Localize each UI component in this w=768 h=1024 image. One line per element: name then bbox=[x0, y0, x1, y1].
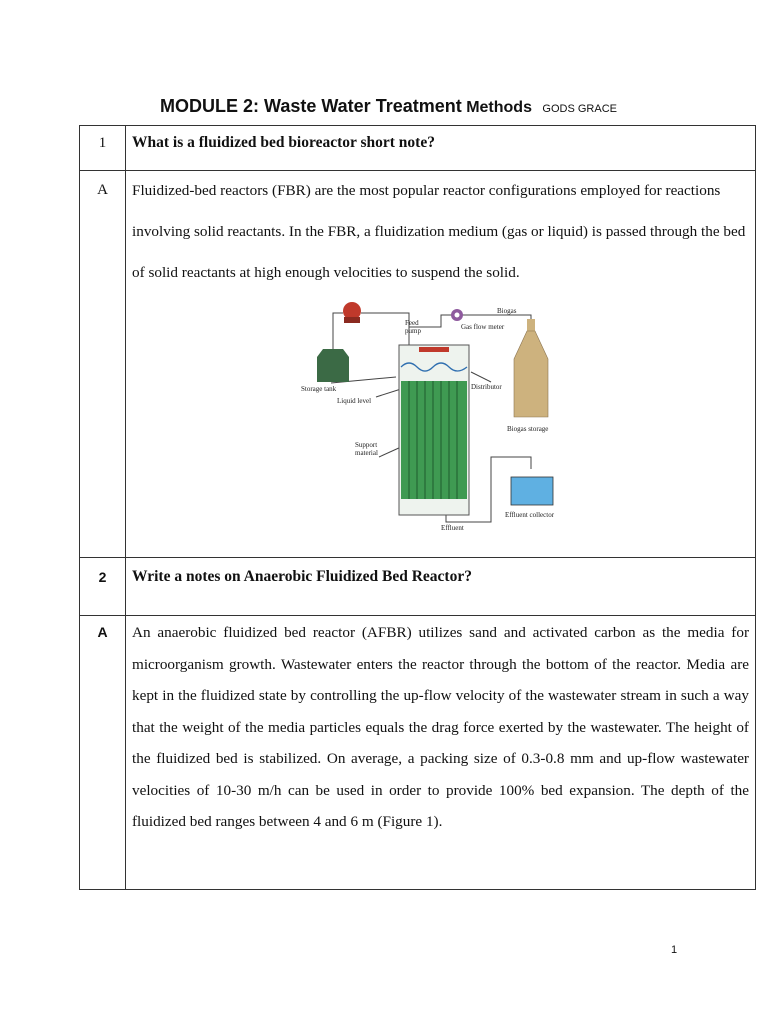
leader-liquid-level bbox=[376, 389, 401, 397]
storage-tank bbox=[317, 349, 349, 382]
question-row-1 bbox=[80, 126, 756, 171]
label-biogas-storage: Biogas storage bbox=[507, 425, 549, 433]
pipe-pump-to-reactor bbox=[361, 313, 409, 343]
fluidized-bed-reactor-diagram bbox=[301, 297, 581, 547]
question-text-1: What is a fluidized bed bioreactor short note? bbox=[132, 134, 435, 151]
qa-table bbox=[79, 125, 756, 890]
effluent-collector bbox=[511, 477, 553, 505]
answer-label-2: A bbox=[80, 616, 126, 890]
question-number-1: 1 bbox=[80, 126, 126, 171]
question-number-2: 2 bbox=[80, 558, 126, 616]
answer-row-1 bbox=[80, 171, 756, 558]
question-cell-1 bbox=[126, 126, 756, 171]
methods-word: Methods bbox=[466, 99, 532, 116]
answer-label-1: A bbox=[80, 171, 126, 558]
author-name: GODS GRACE bbox=[542, 103, 617, 115]
question-row-2 bbox=[80, 558, 756, 616]
question-cell-2 bbox=[126, 558, 756, 616]
reactor-column bbox=[399, 345, 469, 515]
label-storage-tank: Storage tank bbox=[301, 385, 337, 393]
label-liquid-level: Liquid level bbox=[337, 397, 372, 405]
label-feed-pump-2: pump bbox=[405, 327, 421, 335]
answer-cell-1 bbox=[126, 171, 756, 558]
label-distributor: Distributor bbox=[471, 383, 502, 391]
leader-distributor bbox=[471, 372, 491, 382]
page-title bbox=[160, 96, 617, 117]
feed-pump bbox=[343, 302, 361, 323]
page-number: 1 bbox=[671, 944, 678, 956]
label-biogas: Biogas bbox=[497, 307, 517, 315]
module-title: MODULE 2: Waste Water Treatment bbox=[160, 96, 462, 116]
leader-support-material bbox=[379, 447, 401, 457]
label-gas-flow-meter: Gas flow meter bbox=[461, 323, 505, 331]
label-support-material-2: material bbox=[355, 449, 378, 457]
answer-cell-2 bbox=[126, 616, 756, 890]
answer-text-2: An anaerobic fluidized bed reactor (AFBR) utilizes sand and activated carbon as the media for microorganism growth. Wastewater enters the reactor through the bottom of the reactor. Media are kept in the fluidized state by controlling the up-flow velocity of the wastewater stream in such a way that the weight of the media particles equals the drag force exerted by the wastewater. The height of the fluidized bed is stabilized. On average, a packing size of 0.3-0.8 mm and up-flow wastewater velocities of 10-30 m/h can be used in order to provide 100% bed expansion. The depth of the fluidized bed ranges between 4 and 6 m (Figure 1). bbox=[132, 624, 749, 830]
label-effluent: Effluent bbox=[441, 524, 464, 532]
label-effluent-collector: Effluent collector bbox=[505, 511, 555, 519]
label-feed-pump-1: Feed bbox=[405, 319, 419, 327]
answer-row-2 bbox=[80, 616, 756, 890]
answer-text-1: Fluidized-bed reactors (FBR) are the most popular reactor configurations employed for reactions involving solid reactants. In the FBR, a fluidization medium (gas or liquid) is passed through the bed of solid reactants at high enough velocities to suspend the solid. bbox=[132, 182, 746, 281]
label-support-material-1: Support bbox=[355, 441, 378, 449]
question-text-2: Write a notes on Anaerobic Fluidized Bed Reactor? bbox=[132, 568, 472, 585]
biogas-storage bbox=[514, 319, 548, 417]
gas-flow-meter bbox=[451, 309, 463, 321]
